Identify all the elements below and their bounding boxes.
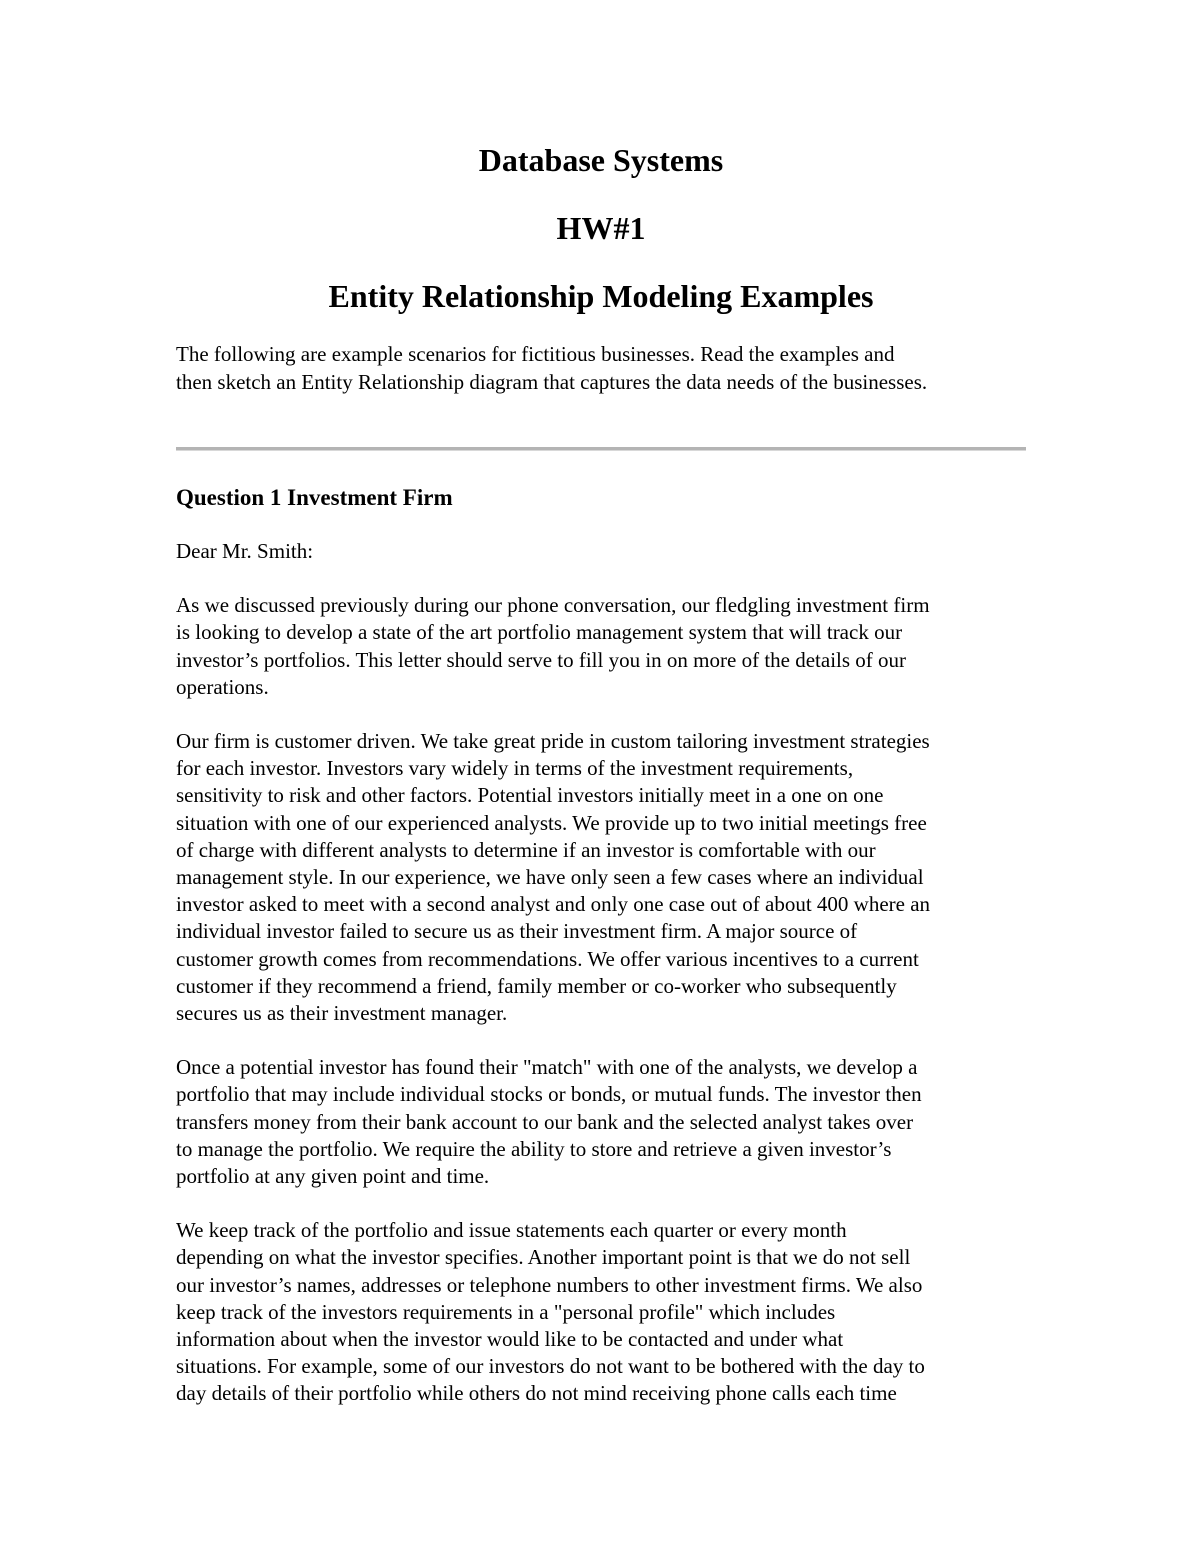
paragraph-line: sensitivity to risk and other factors. Potential investors initially meet in a one on one [176,783,884,808]
paragraph-line: individual investor failed to secure us as their investment firm. A major source of [176,919,858,944]
paragraph-line: Our firm is customer driven. We take great pride in custom tailoring investment strategies [176,729,930,754]
document-title: Database Systems [478,142,724,178]
paragraph-line: investor asked to meet with a second analyst and only one case out of about 400 where an [176,892,931,917]
document-subtitle: HW#1 [556,210,646,246]
letter-paragraph-1 [176,592,1026,701]
intro-paragraph [176,341,1026,396]
paragraph-line: Once a potential investor has found their "match" with one of the analysts, we develop a [176,1055,918,1080]
letter-paragraph-4 [176,1217,1026,1407]
letter-paragraph-3 [176,1054,1026,1190]
paragraph-line: As we discussed previously during our phone conversation, our fledgling investment firm [176,593,930,618]
paragraph-line: customer growth comes from recommendations. We offer various incentives to a current [176,946,919,971]
paragraph-line: investor’s portfolios. This letter should serve to fill you in on more of the details of our [176,647,907,672]
paragraph-line: day details of their portfolio while others do not mind receiving phone calls each time [176,1381,897,1406]
document-heading: Entity Relationship Modeling Examples [328,278,874,314]
paragraph-line: situations. For example, some of our investors do not want to be bothered with the day to [176,1354,925,1379]
paragraph-line: of charge with different analysts to determine if an investor is comfortable with our [176,837,876,862]
paragraph-line: our investor’s names, addresses or telephone numbers to other investment firms. We also [176,1272,923,1297]
paragraph-line: keep track of the investors requirements in a "personal profile" which includes [176,1299,836,1324]
paragraph-line: to manage the portfolio. We require the ability to store and retrieve a given investor’s [176,1136,892,1161]
paragraph-line: secures us as their investment manager. [176,1001,508,1026]
paragraph-line: situation with one of our experienced analysts. We provide up to two initial meetings free [176,810,927,835]
question-heading: Question 1 Investment Firm [176,485,453,510]
intro-line: then sketch an Entity Relationship diagram that captures the data needs of the businesses. [176,369,928,394]
document-page [176,140,1026,1408]
paragraph-line: for each investor. Investors vary widely in terms of the investment requirements, [176,756,854,781]
paragraph-line: management style. In our experience, we have only seen a few cases where an individual [176,865,924,890]
paragraph-line: is looking to develop a state of the art portfolio management system that will track our [176,620,903,645]
salutation: Dear Mr. Smith: [176,539,314,563]
paragraph-line: operations. [176,674,269,699]
paragraph-line: portfolio that may include individual stocks or bonds, or mutual funds. The investor then [176,1082,922,1107]
paragraph-line: information about when the investor would like to be contacted and under what [176,1327,844,1352]
paragraph-line: portfolio at any given point and time. [176,1164,490,1189]
paragraph-line: customer if they recommend a friend, family member or co-worker who subsequently [176,973,897,998]
paragraph-line: transfers money from their bank account to our bank and the selected analyst takes over [176,1109,914,1134]
intro-line: The following are example scenarios for fictitious businesses. Read the examples and [176,342,895,366]
paragraph-line: depending on what the investor specifies. Another important point is that we do not sell [176,1245,911,1270]
paragraph-line: We keep track of the portfolio and issue statements each quarter or every month [176,1218,847,1243]
letter-paragraph-2 [176,728,1026,1027]
horizontal-divider [176,447,1026,451]
